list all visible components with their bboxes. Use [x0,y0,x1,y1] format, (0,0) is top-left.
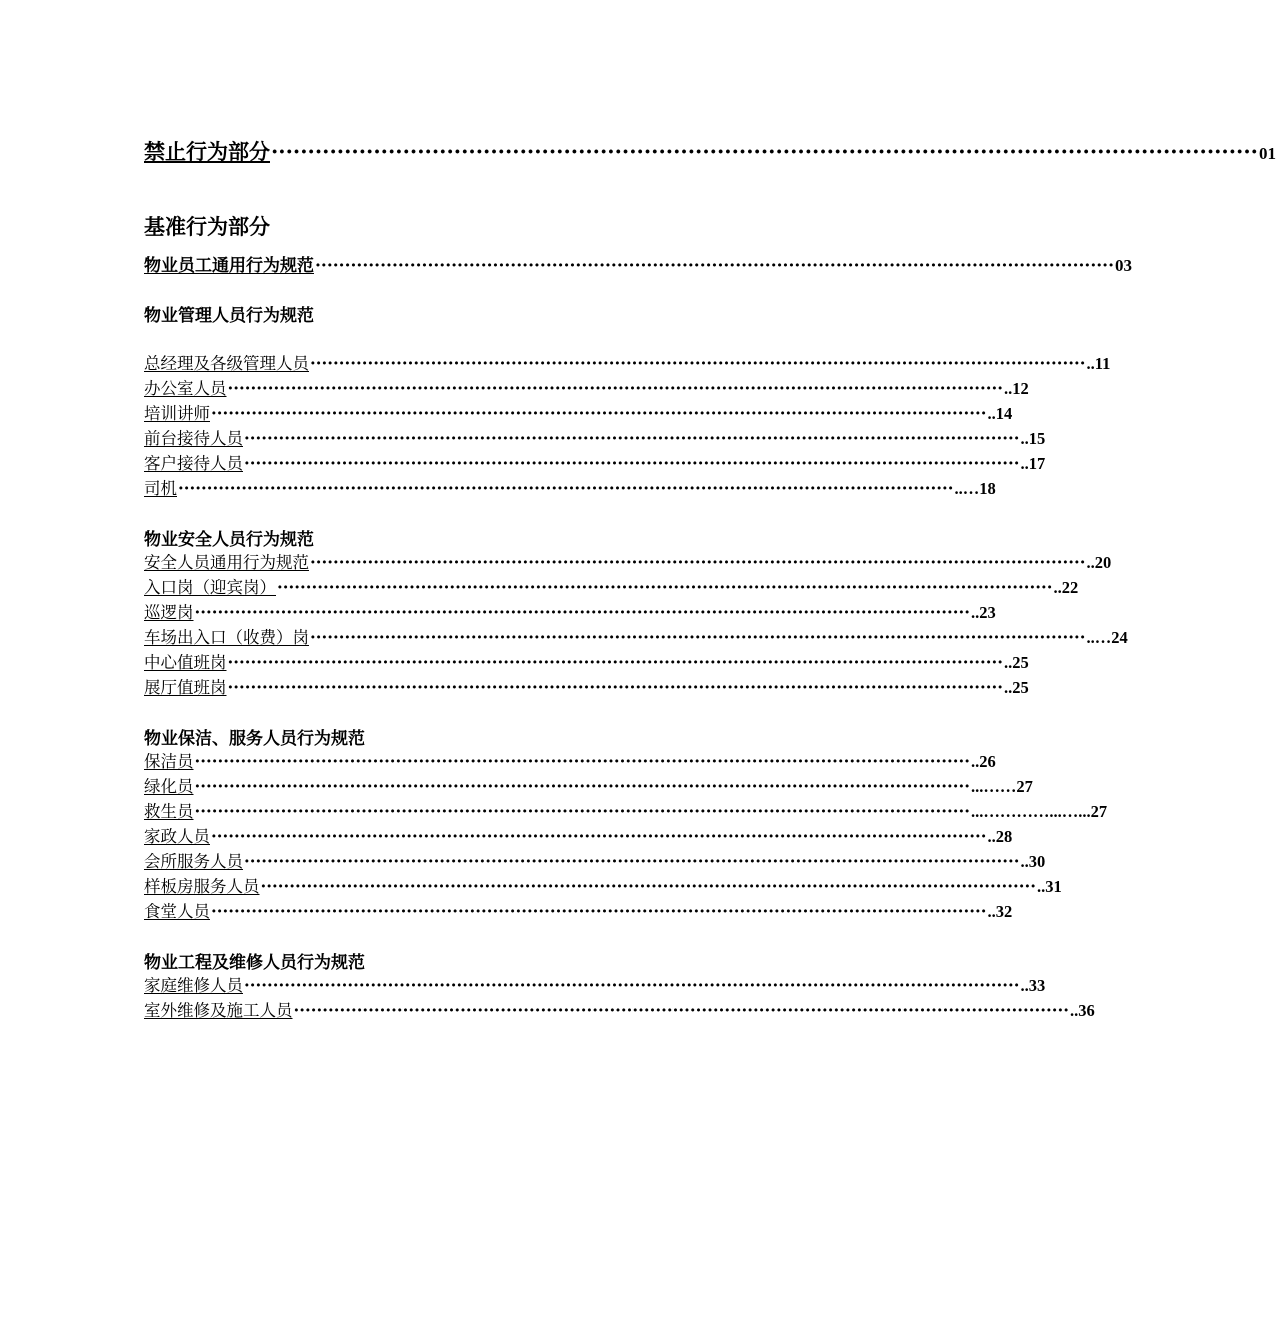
dot-leader: ······································································································································· [260,877,1036,896]
toc-entry[interactable] [144,873,1062,897]
toc-page-number: ..31 [1037,877,1062,896]
toc-page-number: ..20 [1086,553,1112,572]
toc-entry-forbidden[interactable] [144,136,1276,166]
toc-page-number: ...…………...…...27 [971,802,1108,821]
toc-page-number: 03 [1115,256,1132,275]
section-heading-engineering: 物业工程及维修人员行为规范 [144,953,365,973]
toc-entry[interactable] [144,450,1046,474]
dot-leader: ······································································································································· [194,802,970,821]
dot-leader: ······································································································································· [244,976,1020,995]
toc-entry-label: 安全人员通用行为规范 [144,553,309,572]
toc-page-number: ..…18 [954,479,996,498]
section-heading-management: 物业管理人员行为规范 [144,306,314,326]
toc-entry-label: 食堂人员 [144,902,210,921]
toc-entry-label: 保洁员 [144,752,194,771]
toc-page-number: ..30 [1020,852,1046,871]
toc-page-number: ..12 [1004,379,1029,398]
toc-entry-label: 家政人员 [144,827,210,846]
section-heading-security: 物业安全人员行为规范 [144,530,314,550]
dot-leader: ······································································································································· [211,902,987,921]
toc-entry-label: 司机 [144,479,177,498]
toc-entry-label: 物业员工通用行为规范 [144,256,314,276]
toc-entry-general[interactable] [144,251,1132,276]
toc-page-number: ..25 [1004,653,1029,672]
toc-entry[interactable] [144,848,1046,872]
dot-leader: ······································································································································· [310,628,1086,647]
dot-leader: ······································································································································· [194,752,970,771]
dot-leader: ······································································································································· [178,479,954,498]
dot-leader: ······································································································································· [194,603,970,622]
toc-page-number: ...……27 [971,777,1033,796]
toc-entry-label: 总经理及各级管理人员 [144,354,309,373]
toc-page-number: ..11 [1086,354,1111,373]
toc-entry-label: 巡逻岗 [144,603,194,622]
toc-entry[interactable] [144,748,996,772]
toc-entry-label: 禁止行为部分 [144,139,270,164]
dot-leader: ······································································································································· [244,429,1020,448]
toc-entry-label: 办公室人员 [144,379,227,398]
toc-page-number: ..28 [987,827,1013,846]
toc-entry[interactable] [144,997,1095,1021]
toc-entry-label: 室外维修及施工人员 [144,1001,293,1020]
dot-leader: ······································································································································· [244,852,1020,871]
dot-leader: ······································································································································· [271,139,1258,164]
toc-entry[interactable] [144,823,1013,847]
dot-leader: ······································································································································· [310,354,1086,373]
toc-page-number: ..22 [1053,578,1079,597]
dot-leader: ······································································································································· [227,379,1003,398]
toc-entry[interactable] [144,773,1033,797]
dot-leader: ······································································································································· [227,653,1003,672]
toc-page-number: ..23 [971,603,996,622]
dot-leader: ······································································································································· [310,553,1086,572]
toc-page-number: ..32 [987,902,1013,921]
dot-leader: ······································································································································· [315,256,1114,276]
toc-entry[interactable] [144,475,996,499]
toc-entry-label: 客户接待人员 [144,454,243,473]
toc-entry[interactable] [144,972,1046,996]
toc-page-number: ..33 [1020,976,1046,995]
toc-entry-label: 培训讲师 [144,404,210,423]
toc-entry[interactable] [144,574,1079,598]
toc-entry-label: 救生员 [144,802,194,821]
toc-page-number: ..15 [1020,429,1046,448]
toc-entry[interactable] [144,798,1108,822]
toc-entry-label: 样板房服务人员 [144,877,260,896]
toc-entry[interactable] [144,400,1013,424]
toc-entry-label: 绿化员 [144,777,194,796]
toc-entry[interactable] [144,599,996,623]
toc-entry[interactable] [144,350,1111,374]
toc-page-number: ..36 [1070,1001,1095,1020]
toc-page-number: ..…24 [1086,628,1128,647]
toc-page-number: 01 [1259,144,1276,163]
toc-entry[interactable] [144,624,1128,648]
toc-page-number: ..14 [987,404,1013,423]
dot-leader: ······································································································································· [293,1001,1069,1020]
dot-leader: ······································································································································· [227,678,1003,697]
dot-leader: ······································································································································· [194,777,970,796]
toc-entry-label: 中心值班岗 [144,653,227,672]
toc-entry-label: 会所服务人员 [144,852,243,871]
dot-leader: ······································································································································· [211,827,987,846]
dot-leader: ······································································································································· [211,404,987,423]
dot-leader: ······································································································································· [244,454,1020,473]
toc-entry-label: 车场出入口（收费）岗 [144,628,309,647]
toc-entry[interactable] [144,425,1046,449]
toc-entry[interactable] [144,649,1029,673]
toc-page-number: ..17 [1020,454,1046,473]
toc-entry[interactable] [144,549,1112,573]
toc-entry[interactable] [144,674,1029,698]
toc-entry-label: 展厅值班岗 [144,678,227,697]
toc-entry-label: 家庭维修人员 [144,976,243,995]
toc-page-number: ..25 [1004,678,1029,697]
toc-page-number: ..26 [971,752,996,771]
toc-entry-label: 入口岗（迎宾岗） [144,578,276,597]
toc-entry[interactable] [144,375,1029,399]
toc-entry-label: 前台接待人员 [144,429,243,448]
section-heading-standard: 基准行为部分 [144,214,270,239]
toc-entry[interactable] [144,898,1013,922]
dot-leader: ······································································································································· [277,578,1053,597]
section-heading-cleaning: 物业保洁、服务人员行为规范 [144,729,365,749]
